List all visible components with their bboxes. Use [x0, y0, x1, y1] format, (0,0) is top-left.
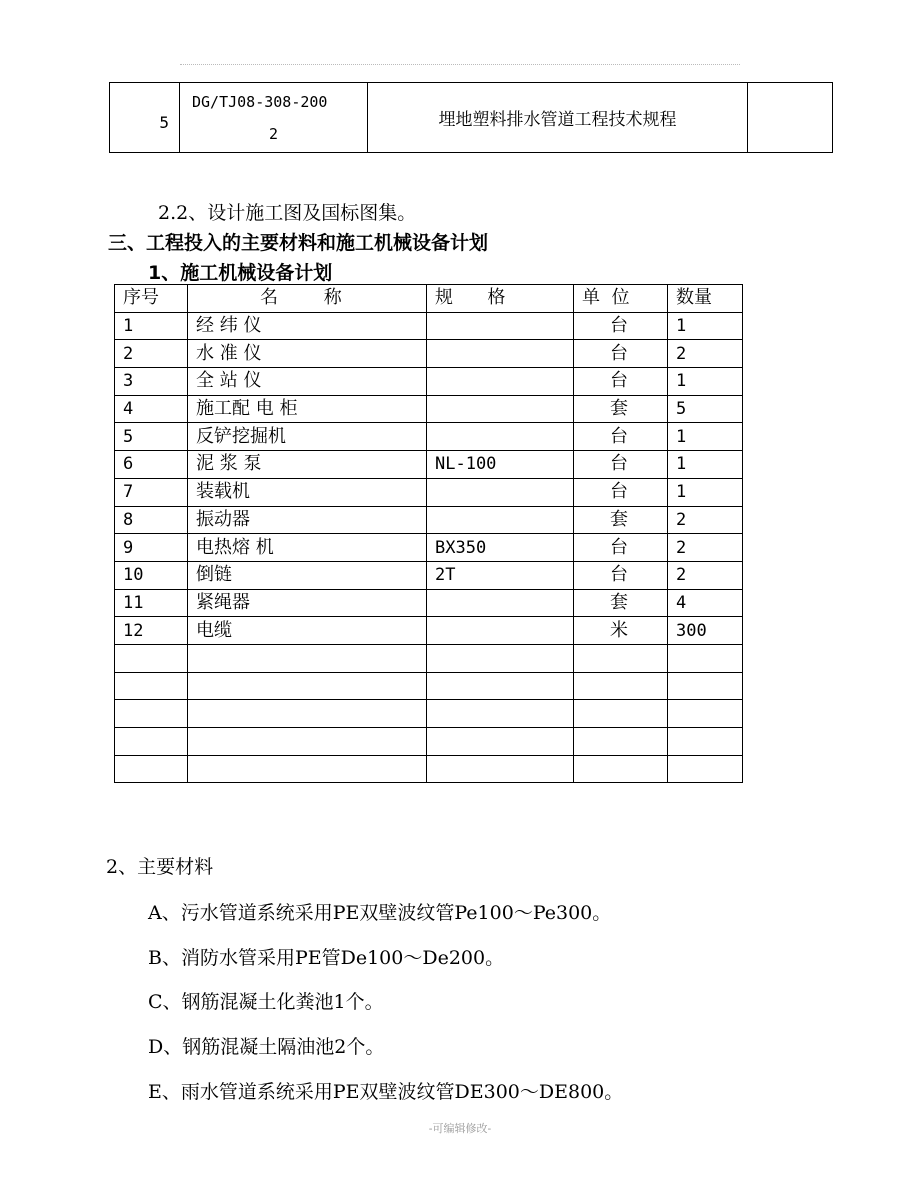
table-row [115, 589, 743, 617]
cell-qty [668, 672, 743, 700]
table-row [115, 644, 743, 672]
standard-code-line2: 2 [268, 124, 279, 143]
cell-unit: 台 [574, 423, 668, 451]
cell-unit: 套 [574, 589, 668, 617]
cell-no [115, 755, 188, 783]
cell-no [115, 644, 188, 672]
header-unit: 单 位 [574, 285, 668, 313]
cell-spec [427, 617, 574, 645]
cell-qty: 2 [668, 561, 743, 589]
cell-name: 泥 浆 泵 [188, 451, 427, 479]
cell-unit [574, 728, 668, 756]
cell-qty [668, 755, 743, 783]
cell-spec [427, 368, 574, 396]
cell-no: 10 [115, 561, 188, 589]
cell-qty [668, 644, 743, 672]
cell-spec [427, 312, 574, 340]
cell-qty: 1 [668, 478, 743, 506]
cell-no [115, 700, 188, 728]
table-header-row [115, 285, 743, 313]
cell-no: 9 [115, 534, 188, 562]
cell-qty: 300 [668, 617, 743, 645]
cell-no: 12 [115, 617, 188, 645]
standard-name: 埋地塑料排水管道工程技术规程 [368, 83, 748, 153]
cell-unit [574, 672, 668, 700]
page-footer: -可编辑修改- [428, 1122, 492, 1135]
cell-unit: 米 [574, 617, 668, 645]
cell-unit: 台 [574, 451, 668, 479]
cell-unit: 台 [574, 478, 668, 506]
cell-no: 2 [115, 340, 188, 368]
cell-unit [574, 755, 668, 783]
header-qty: 数量 [668, 285, 743, 313]
cell-unit: 台 [574, 340, 668, 368]
cell-spec [427, 423, 574, 451]
table-row [115, 423, 743, 451]
table-row [115, 728, 743, 756]
equipment-table [114, 284, 743, 783]
table-row [115, 755, 743, 783]
cell-spec: NL-100 [427, 451, 574, 479]
cell-qty: 1 [668, 368, 743, 396]
section-3-title: 三、工程投入的主要材料和施工机械设备计划 [108, 232, 489, 254]
cell-name [188, 672, 427, 700]
header-no: 序号 [115, 285, 188, 313]
cell-name: 经 纬 仪 [188, 312, 427, 340]
cell-name: 电热熔 机 [188, 534, 427, 562]
cell-qty: 2 [668, 506, 743, 534]
table-row [115, 506, 743, 534]
cell-qty: 4 [668, 589, 743, 617]
material-item-a: A、污水管道系统采用PE双壁波纹管Pe100～Pe300。 [148, 902, 612, 924]
cell-qty [668, 700, 743, 728]
cell-qty: 1 [668, 451, 743, 479]
cell-no: 4 [115, 395, 188, 423]
cell-qty: 2 [668, 340, 743, 368]
cell-no: 11 [115, 589, 188, 617]
cell-no [115, 728, 188, 756]
cell-name [188, 644, 427, 672]
cell-spec [427, 700, 574, 728]
material-item-b: B、消防水管采用PE管De100～De200。 [148, 947, 505, 969]
header-rule [180, 64, 740, 65]
cell-name: 倒链 [188, 561, 427, 589]
table-row [115, 395, 743, 423]
cell-name: 反铲挖掘机 [188, 423, 427, 451]
cell-unit: 台 [574, 312, 668, 340]
table-row [115, 617, 743, 645]
cell-spec [427, 506, 574, 534]
cell-qty: 1 [668, 423, 743, 451]
cell-spec [427, 340, 574, 368]
table-row [110, 83, 833, 153]
header-name: 名 称 [188, 285, 427, 313]
standards-table [109, 82, 833, 153]
cell-name: 施工配 电 柜 [188, 395, 427, 423]
cell-unit: 台 [574, 534, 668, 562]
table-row [115, 451, 743, 479]
cell-spec [427, 395, 574, 423]
cell-no: 3 [115, 368, 188, 396]
material-item-d: D、钢筋混凝土隔油池2个。 [148, 1036, 385, 1058]
cell-spec [427, 672, 574, 700]
material-item-c: C、钢筋混凝土化粪池1个。 [148, 991, 384, 1013]
table-row [115, 534, 743, 562]
cell-unit [574, 700, 668, 728]
cell-name: 装载机 [188, 478, 427, 506]
materials-title: 2、主要材料 [106, 856, 214, 878]
cell-name: 全 站 仪 [188, 368, 427, 396]
table-row [115, 672, 743, 700]
table-row [115, 561, 743, 589]
material-item-e: E、雨水管道系统采用PE双壁波纹管DE300～DE800。 [148, 1081, 624, 1103]
cell-no: 5 [115, 423, 188, 451]
subsection-1-title: 1、施工机械设备计划 [148, 262, 333, 284]
cell-spec [427, 478, 574, 506]
cell-spec [427, 644, 574, 672]
cell-no [115, 672, 188, 700]
cell-no: 1 [115, 312, 188, 340]
cell-spec [427, 728, 574, 756]
cell-unit: 台 [574, 368, 668, 396]
cell-spec [427, 755, 574, 783]
cell-qty: 1 [668, 312, 743, 340]
cell-unit: 台 [574, 561, 668, 589]
cell-name [188, 755, 427, 783]
cell-spec: BX350 [427, 534, 574, 562]
cell-no: 7 [115, 478, 188, 506]
cell-qty: 5 [668, 395, 743, 423]
standard-note [748, 83, 833, 153]
cell-no: 6 [115, 451, 188, 479]
table-row [115, 478, 743, 506]
table-row [115, 700, 743, 728]
table-row [115, 340, 743, 368]
cell-qty: 2 [668, 534, 743, 562]
cell-unit [574, 644, 668, 672]
standard-number: 5 [110, 83, 180, 153]
cell-unit: 套 [574, 395, 668, 423]
cell-no: 8 [115, 506, 188, 534]
cell-name [188, 728, 427, 756]
cell-qty [668, 728, 743, 756]
cell-unit: 套 [574, 506, 668, 534]
cell-name [188, 700, 427, 728]
cell-name: 水 准 仪 [188, 340, 427, 368]
cell-spec: 2T [427, 561, 574, 589]
header-spec: 规 格 [427, 285, 574, 313]
section-2-2: 2.2、设计施工图及国标图集。 [158, 202, 417, 224]
standard-code [180, 83, 368, 153]
table-row [115, 368, 743, 396]
standard-code-line1: DG/TJ08-308-200 [192, 92, 328, 111]
cell-name: 电缆 [188, 617, 427, 645]
cell-name: 振动器 [188, 506, 427, 534]
cell-name: 紧绳器 [188, 589, 427, 617]
table-row [115, 312, 743, 340]
cell-spec [427, 589, 574, 617]
